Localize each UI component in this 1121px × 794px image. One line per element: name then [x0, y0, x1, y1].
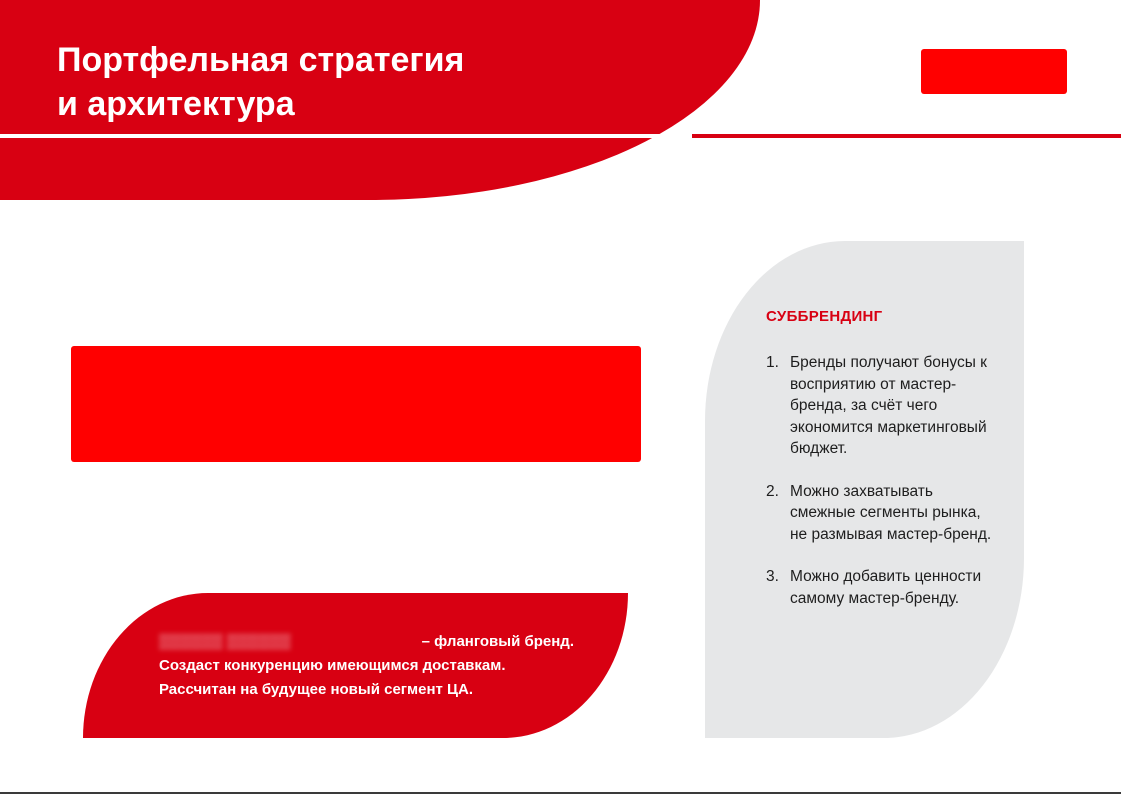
list-item-number: 3.	[766, 568, 779, 585]
list-item-text: Можно захватывать смежные сегменты рынка, не размывая мастер-бренд.	[790, 482, 992, 543]
list-item-text: Можно добавить ценности самому мастер-бренду.	[790, 568, 982, 607]
subbranding-list	[766, 352, 996, 630]
logo-redacted-block	[921, 49, 1067, 94]
list-item	[766, 352, 996, 460]
list-item-number: 2.	[766, 482, 779, 500]
flank-line-1-tail: – фланговый бренд.	[421, 633, 574, 650]
subbranding-title: СУББРЕНДИНГ	[766, 308, 883, 325]
header-divider-white	[0, 134, 692, 138]
flank-brand-text	[159, 630, 574, 702]
flank-line-2: Создаст конкуренцию имеющимся доставкам.	[159, 657, 506, 674]
list-item	[766, 481, 996, 546]
list-item	[766, 566, 996, 609]
subbranding-panel	[705, 241, 1024, 738]
flank-brand-card	[83, 593, 628, 738]
header-divider-red	[692, 134, 1121, 138]
list-item-text: Бренды получают бонусы к восприятию от мастер-бренда, за счёт чего экономится маркетинговый бюджет.	[790, 354, 987, 457]
redacted-brand-name: ▒▒▒▒▒▒ ▒▒▒▒▒▒	[159, 633, 291, 650]
redacted-content-block	[71, 346, 641, 462]
page-title: Портфельная стратегия и архитектура	[57, 41, 465, 123]
flank-line-1	[159, 630, 574, 654]
flank-line-3: Рассчитан на будущее новый сегмент ЦА.	[159, 681, 473, 698]
list-item-number: 1.	[766, 354, 779, 371]
